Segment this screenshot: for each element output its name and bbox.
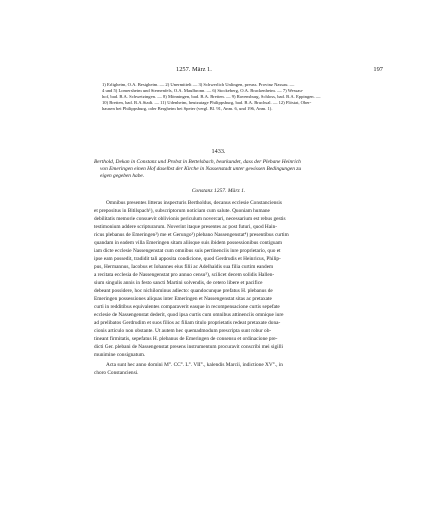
body-line: debeant possidere, hoc nichilominus adiecto: quandocunque prefatus H. plebanus de bbox=[94, 288, 273, 294]
regest-line: Berthold, Dekan in Constanz und Probst in Bettelsbach, beurkundet, dass der Plebane Heinrich bbox=[94, 159, 301, 165]
body-line: munimine consignatum. bbox=[94, 352, 146, 358]
body-line: cionis articulo non obstante. Ut autem hec quemadmodum prescripta sunt robur ob- bbox=[94, 328, 272, 334]
regest-line: eigen gegeben habe. bbox=[100, 173, 145, 180]
footnote-line: 4 und 5) Lomersheim und Sternenfels, O.A. Maulbronn. — 6) Stockeberg, O.A. Brackenheim. — 7) Wessau- bbox=[102, 87, 304, 93]
place-date: Constanz 1257. März 1. bbox=[191, 188, 246, 194]
body-line: ecclesie de Nassengenstat dederit, quod ipsa curtis cum omnibus attinenciis omnique iure bbox=[94, 312, 284, 318]
body-line: Omnibus presentes litteras inspecturis Bertholdus, decanus ecclesie Constanciensis bbox=[106, 200, 282, 206]
charter-text bbox=[94, 199, 386, 377]
body-line: quandam in eadem villa Emeringen sitam aliisque suis ibidem possessionibus contiguam bbox=[94, 240, 283, 246]
body-line: pus, Hermannus, Iacobus et Iohannes eius filii ac Adelhaidis sua filia curtim eandem bbox=[94, 264, 274, 270]
body-line: Acta sunt hec anno domini M°. CC°. L°. VII°., kalendis Marcii, indictione XV°., in bbox=[106, 362, 283, 368]
footnote-line: hausen bei Philippsburg, oder Bergheim bei Speier (vergl. Bl. 91, Anm. 6, und 196, Anm. 1). bbox=[102, 105, 273, 111]
body-line: ricus plebanus de Emeringen²) me et Gerungo³) plebano Nassengenstat⁴) presentibus curtim bbox=[94, 232, 289, 238]
body-line: iam dicte ecclesie Nassengenstat cum omnibus suis pertinenciis inre proprietario, quo et bbox=[94, 248, 281, 254]
page-number: 197 bbox=[373, 66, 383, 73]
body-line: ad prelibatos Gerdrudim et suos filios ac filiam titulo proprietatis redeat pretaxate dona- bbox=[94, 320, 281, 326]
document-number: 1433. bbox=[211, 148, 226, 155]
footnotes bbox=[102, 82, 385, 112]
footnote-line: 10) Bretten, bad. B.A.Stadt. — 11) Udenheim, heutzutage Philippsburg, bad. B.A. Bruchsal. — 12) Flöstat, Ober- bbox=[102, 99, 312, 105]
body-line: tineant firmitatis, sepefatus H. plebanus de Emeringen de consensu et ordinacione pre- bbox=[94, 336, 278, 342]
body-line: curti in redditibus equivalentes comparaverit easque in recompensacione curtis sepefate bbox=[94, 304, 280, 310]
body-line: et prepositus in Bitilspach¹), subscriptorum noticiam cum salute. Quoniam humane bbox=[94, 208, 270, 214]
body-line: choro Constanciensi. bbox=[94, 370, 139, 376]
regest-line: von Emeringen einen Hof daselbst der Kirche in Nassenstadt unter gewissen Bedingungen zu bbox=[100, 166, 302, 173]
running-header bbox=[98, 66, 383, 76]
body-line: debilitatis memorie consuevit oblivionis periculum novercari, necessarium est rebus gestis bbox=[94, 216, 286, 222]
body-line: testimonium addere scripturarum. Noverint itaque presentes ac post futuri, quod Hain- bbox=[94, 224, 277, 230]
header-date: 1257. März 1. bbox=[176, 66, 212, 73]
body-line: Emeringen possessiones aliquas inter Emeringen et Nassengenstat sitas ac pretaxate bbox=[94, 296, 272, 302]
body-line: sium singulis annis in festo sancti Martini solvendis, de cetero libere et pacifice bbox=[94, 280, 263, 286]
body-line: a recitata ecclesia de Nassengenstat pro annuo censu⁵), scilicet decem solidis Hallen- bbox=[94, 272, 275, 278]
footnote-line: hof, bad. B.A. Schwetzingen. — 8) Mönningen, bad. B.A. Bretten. — 9) Ravensburg, Schloss, bad. B.A. Eppingen. — bbox=[102, 93, 321, 99]
footnote-line: 1) Erligheim, O.A. Besigheim. — 2) Unermittelt — 3) Schwerlich Unlingen, preuss. Provinz Nassau. — bbox=[102, 82, 295, 87]
regest-summary bbox=[94, 159, 386, 180]
body-line: ipse eam possedit, tradidit tali apposita condicione, quod Gerdrudis et Heinricus, Philip- bbox=[94, 256, 281, 262]
body-line: dicti Ger. plebani de Nassengenstat presens instrumentum procuravit conscribi mei sigilli bbox=[94, 344, 284, 350]
